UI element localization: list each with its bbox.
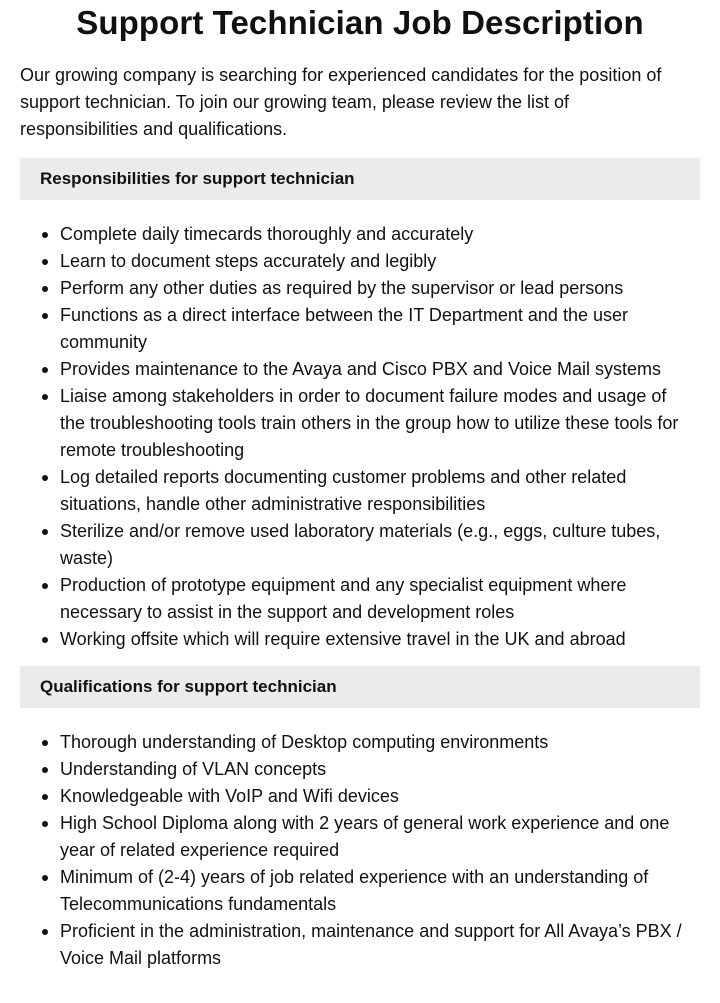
list-item-text: Minimum of (2-4) years of job related experience with an understanding of Telecommunications fundamentals [60,867,649,914]
list-item-text: Functions as a direct interface between the IT Department and the user community [60,305,628,352]
bullet-icon [42,259,48,265]
bullet-icon [42,394,48,400]
bullet-icon [42,529,48,535]
list-item-text: Thorough understanding of Desktop computing environments [60,732,549,752]
list-item [20,221,700,248]
list-item [20,756,700,783]
responsibilities-list [20,221,700,653]
list-item-text: Log detailed reports documenting customer problems and other related situations, handle other administrative responsibilities [60,467,627,514]
list-item [20,864,700,918]
bullet-icon [42,637,48,643]
list-item-text: Working offsite which will require extensive travel in the UK and abroad [60,629,626,649]
list-item-text: Liaise among stakeholders in order to document failure modes and usage of the troubleshooting tools train others in the group how to utilize these tools for remote troubleshooting [60,386,679,460]
bullet-icon [42,313,48,319]
list-item [20,383,700,464]
bullet-icon [42,794,48,800]
bullet-icon [42,929,48,935]
list-item-text: Perform any other duties as required by the supervisor or lead persons [60,278,624,298]
list-item-text: Production of prototype equipment and any specialist equipment where necessary to assist in the support and development roles [60,575,627,622]
list-item [20,918,700,972]
bullet-icon [42,875,48,881]
page-title: Support Technician Job Description [76,4,644,41]
responsibilities-section [20,158,700,653]
list-item [20,783,700,810]
bullet-icon [42,740,48,746]
list-item [20,356,700,383]
responsibilities-heading: Responsibilities for support technician [20,158,700,200]
bullet-icon [42,367,48,373]
qualifications-heading: Qualifications for support technician [20,666,700,708]
list-item-text: Understanding of VLAN concepts [60,759,327,779]
list-item-text: Proficient in the administration, maintenance and support for All Avaya’s PBX / Voice Mail platforms [60,921,682,968]
bullet-icon [42,767,48,773]
list-item-text: Sterilize and/or remove used laboratory materials (e.g., eggs, culture tubes, waste) [60,521,661,568]
list-item-text: Knowledgeable with VoIP and Wifi devices [60,786,399,806]
list-item-text: High School Diploma along with 2 years of general work experience and one year of related experience required [60,813,670,860]
list-item [20,275,700,302]
qualifications-section [20,666,700,972]
bullet-icon [42,286,48,292]
list-item [20,248,700,275]
list-item [20,572,700,626]
list-item [20,810,700,864]
list-item-text: Complete daily timecards thoroughly and accurately [60,224,474,244]
list-item-text: Learn to document steps accurately and legibly [60,251,437,271]
bullet-icon [42,821,48,827]
intro-paragraph: Our growing company is searching for experienced candidates for the position of support technician. To join our growing team, please review the list of responsibilities and qualifications. [20,65,662,139]
bullet-icon [42,475,48,481]
bullet-icon [42,583,48,589]
bullet-icon [42,232,48,238]
list-item [20,464,700,518]
list-item [20,626,700,653]
qualifications-list [20,729,700,972]
list-item [20,518,700,572]
list-item [20,302,700,356]
list-item [20,729,700,756]
list-item-text: Provides maintenance to the Avaya and Cisco PBX and Voice Mail systems [60,359,661,379]
